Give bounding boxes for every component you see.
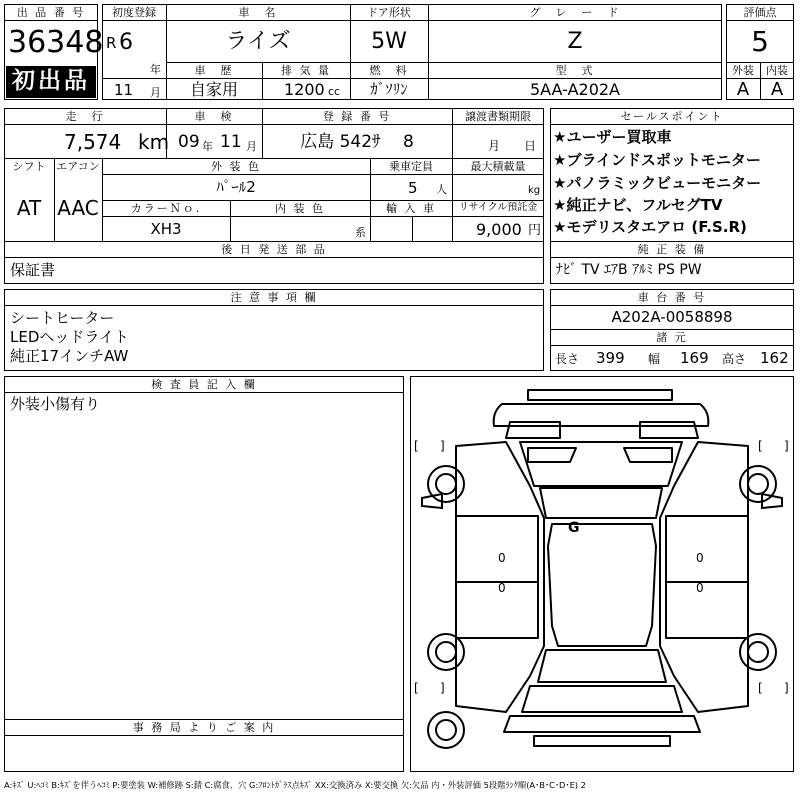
- exterior-color-label: 外 装 色: [211, 160, 261, 173]
- recycle-unit: 円: [528, 223, 542, 238]
- chassis-value: A202A-0058898: [611, 308, 733, 326]
- glass-mark: G: [568, 520, 580, 536]
- svg-text:[: [: [414, 681, 419, 695]
- svg-text:0: 0: [696, 551, 704, 565]
- aircon-value: AAC: [57, 196, 99, 220]
- length-label: 長さ: [555, 352, 580, 366]
- fuel-label: 燃 料: [369, 64, 409, 77]
- registration-era: R: [106, 34, 117, 52]
- svg-text:]: ]: [784, 681, 789, 695]
- svg-text:]: ]: [440, 439, 445, 453]
- chassis-label: 車 台 番 号: [637, 291, 707, 304]
- door-label: ドア形状: [367, 6, 411, 19]
- plate-label: 登 録 番 号: [322, 110, 392, 123]
- mileage-unit: km: [138, 130, 170, 154]
- score-label: 評価点: [743, 6, 777, 19]
- transfer-month-unit: 月: [488, 139, 501, 153]
- capacity-unit: 人: [436, 183, 447, 196]
- grade-label: グ レ ー ド: [529, 6, 621, 19]
- genuine-equipment-value: ﾅﾋﾞ TV ｴｱB ｱﾙﾐ PS PW: [556, 262, 702, 278]
- recycle-value: 9,000: [476, 220, 522, 239]
- fuel-value: ｶﾞｿﾘﾝ: [370, 80, 408, 98]
- plate-value: 広島 542ｻ 8: [300, 132, 414, 152]
- history-label: 車 歴: [194, 64, 234, 77]
- later-parts-value: 保証書: [10, 261, 56, 279]
- svg-text:]: ]: [440, 681, 445, 695]
- model-label: 型 式: [555, 64, 595, 77]
- exterior-grade-label: 外装: [732, 64, 754, 77]
- height-value: 162: [760, 349, 789, 367]
- interior-color-label: 内 装 色: [275, 202, 325, 215]
- width-label: 幅: [648, 352, 661, 366]
- sales-point-item: ★パノラミックビューモニター: [553, 174, 762, 192]
- recycle-label: リサイクル預託金: [458, 202, 538, 213]
- note-line: シートヒーター: [10, 309, 115, 327]
- inspection-month: 11: [220, 132, 242, 152]
- svg-text:0: 0: [696, 581, 704, 595]
- registration-year-unit: 年: [150, 63, 161, 76]
- first-listing-text: 初出品: [12, 68, 90, 94]
- import-label: 輸 入 車: [386, 202, 436, 215]
- inspection-year: 09: [178, 132, 200, 152]
- svg-text:]: ]: [784, 439, 789, 453]
- color-no-label: カラーＮｏ.: [130, 202, 202, 215]
- grade-value: Z: [567, 29, 583, 54]
- lot-number: 36348: [8, 25, 104, 60]
- width-value: 169: [680, 349, 709, 367]
- transfer-deadline-label: 譲渡書類期限: [465, 110, 531, 123]
- sales-points-label: セールスポイント: [620, 110, 724, 123]
- inspection-month-unit: 月: [246, 140, 257, 153]
- sales-point-item: ★ブラインドスポットモニター: [553, 151, 761, 169]
- shift-value: AT: [16, 196, 42, 220]
- car-name-value: ライズ: [225, 29, 291, 54]
- color-no-value: XH3: [150, 220, 182, 238]
- length-value: 399: [596, 349, 625, 367]
- inspection-label: 車 検: [194, 110, 234, 123]
- genuine-equipment-label: 純 正 装 備: [637, 243, 707, 256]
- registration-year: 6: [119, 30, 133, 55]
- model-value: 5AA-A202A: [529, 80, 620, 99]
- mileage-value: 7,574: [64, 130, 122, 154]
- svg-text:[: [: [414, 439, 419, 453]
- lot-label: 出 品 番 号: [16, 6, 86, 19]
- interior-grade-value: A: [770, 79, 784, 100]
- transfer-day-unit: 日: [524, 139, 537, 153]
- displacement-unit: cc: [328, 85, 341, 98]
- door-value: 5W: [371, 29, 407, 54]
- exterior-grade-value: A: [736, 79, 750, 100]
- dimensions-label: 諸 元: [656, 331, 688, 344]
- svg-text:0: 0: [498, 551, 506, 565]
- sales-point-item: ★純正ナビ、フルセグTV: [553, 196, 723, 214]
- svg-text:[: [: [758, 681, 763, 695]
- displacement-value: 1200: [284, 80, 325, 99]
- inspector-box: [4, 376, 404, 772]
- history-value: 自家用: [189, 80, 238, 99]
- capacity-label: 乗車定員: [389, 160, 433, 173]
- notes-label: 注 意 事 項 欄: [230, 291, 318, 304]
- mileage-label: 走 行: [65, 110, 105, 123]
- car-name-label: 車 名: [238, 6, 278, 19]
- svg-text:[: [: [758, 439, 763, 453]
- registration-month-unit: 月: [150, 86, 161, 99]
- sales-point-item: ★ユーザー買取車: [553, 128, 672, 146]
- interior-color-unit: 系: [355, 226, 366, 239]
- registration-month: 11: [114, 81, 134, 99]
- note-line: 純正17インチAW: [10, 347, 129, 365]
- capacity-value: 5: [408, 179, 418, 197]
- interior-grade-label: 内装: [766, 64, 788, 77]
- score-value: 5: [751, 25, 769, 58]
- damage-legend: A:ｷｽﾞ U:ﾍｺﾐ B:ｷｽﾞを伴うﾍｺﾐ P:要塗装 W:補修跡 S:錆 C:腐食、穴 G:ﾌﾛﾝﾄｶﾞﾗｽ点ｷｽﾞ XX:交換済み X:要交換 欠:欠品 内・外装評価 5段階ﾗﾝｸ順(A･B･C･D･E) 2: [4, 780, 586, 790]
- shift-label: シフト: [12, 160, 46, 173]
- note-line: LEDヘッドライト: [10, 328, 129, 346]
- later-parts-label: 後 日 発 送 部 品: [221, 243, 327, 256]
- max-load-label: 最大積載量: [470, 160, 526, 173]
- height-label: 高さ: [722, 352, 747, 366]
- sales-point-item: ★モデリスタエアロ (F.S.R): [553, 218, 747, 236]
- office-label: 事 務 局 よ り ご 案 内: [132, 721, 276, 734]
- svg-text:0: 0: [498, 581, 506, 595]
- aircon-label: エアコン: [56, 160, 100, 173]
- exterior-color-value: ﾊﾟｰﾙ2: [216, 178, 256, 196]
- inspection-year-unit: 年: [202, 140, 213, 153]
- inspector-value: 外装小傷有り: [10, 395, 101, 413]
- max-load-unit: kg: [528, 185, 541, 196]
- displacement-label: 排 気 量: [281, 64, 331, 77]
- inspector-label: 検 査 員 記 入 欄: [151, 378, 257, 391]
- car-diagram: [410, 376, 794, 772]
- registration-label: 初度登録: [112, 6, 156, 19]
